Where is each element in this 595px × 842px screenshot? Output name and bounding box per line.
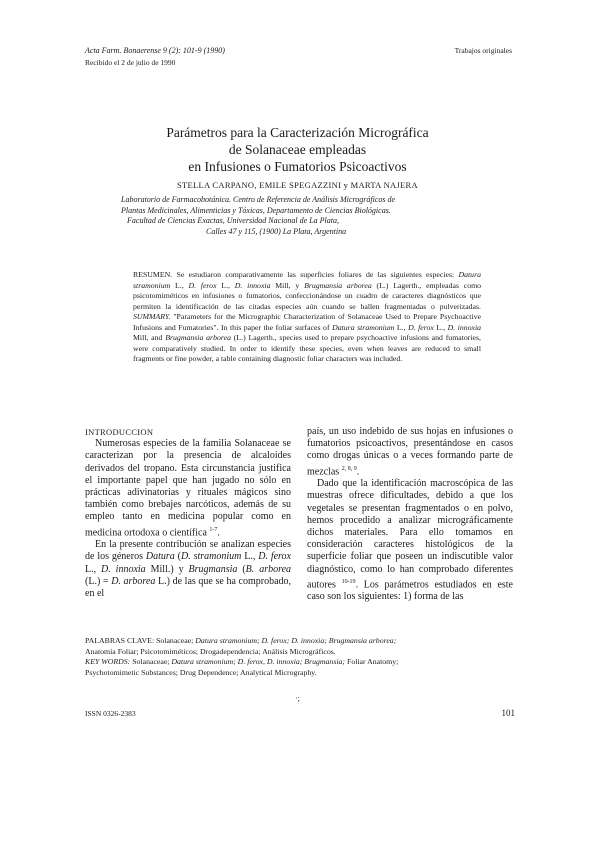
species-name: D. ferox — [258, 551, 291, 563]
summary-text: (L.) Lagerth., species used to prepare psychoactive infusions and fumatories, were comparatively studied. In order to identify these species, even when leaves are reduced to small fragments or fine powder, a table containing diagnostic foliar characters was included. — [133, 333, 482, 363]
body-column-right — [307, 426, 513, 604]
keywords-line — [85, 636, 515, 647]
reference-superscript: 2, 8, 9 — [341, 465, 357, 472]
body-paragraph: país, un uso indebido de sus hojas en infusiones o fumatorios psicoactivos, presentándose en casos como drogas únicas o a veces formando parte de mezclas $^{2, 8, 9}$. — [307, 426, 513, 477]
resumen-text: L., — [175, 280, 184, 290]
journal-citation: Acta Farm. Bonaerense 9 (2): 101-9 (1990) — [85, 46, 225, 55]
ink-mark: ·; — [295, 694, 300, 703]
species-name: Datura stramonium — [332, 322, 395, 332]
title-line-1: Parámetros para la Caracterización Micrográfica — [166, 125, 429, 140]
keywords — [85, 636, 515, 678]
received-date: Recibido el 2 de julio de 1990 — [85, 58, 176, 67]
affiliation — [121, 195, 521, 237]
keywords-line — [85, 668, 515, 679]
body-text: país, un uso indebido de sus hojas en infusiones o fumatorios psicoactivos, presentándose en casos como drogas únicas o a veces formando parte de mezclas — [307, 426, 513, 477]
resumen-text: L., — [221, 280, 230, 290]
reference-superscript: 10-19 — [341, 578, 356, 585]
authors: STELLA CARPANO, EMILE SPEGAZZINI y MARTA NAJERA — [177, 180, 418, 190]
body-column-left — [85, 426, 291, 600]
keywords-line — [85, 647, 515, 658]
species-name: Brugmansia arborea — [165, 333, 231, 342]
body-text: L., — [244, 551, 256, 563]
section-label: Trabajos originales — [454, 46, 512, 55]
title-line-2: de Solanaceae empleadas — [228, 142, 367, 157]
affiliation-line: Laboratorio de Farmacobotánica. Centro de Referencia de Análisis Micrográficos de — [121, 195, 396, 204]
resumen — [133, 270, 481, 365]
body-text: . Los parámetros estudiados en este caso son los siguientes: 1) forma de las — [307, 579, 513, 603]
species-name: D. innoxia — [447, 322, 482, 332]
keywords-text: Solanaceae; — [156, 636, 194, 645]
species-name: D. stramonium — [180, 551, 242, 563]
reference-superscript: 1-7 — [209, 526, 218, 533]
resumen-label: RESUMEN. — [133, 270, 173, 279]
abstract — [133, 270, 481, 365]
keywords-label: KEY WORDS: — [85, 657, 131, 666]
summary-text: "Parameters for the Micrographic Characterization of Solanaceae Used to Prepare Psychoactive Infusions and Fumatories". In this paper the foliar surfaces of — [133, 312, 481, 332]
page-number: 101 — [501, 708, 515, 718]
affiliation-line: Plantas Medicinales, Alimenticias y Tóxicas, Departamento de Ciencias Biológicas. — [121, 205, 391, 215]
species-name: D. arborea — [111, 575, 156, 587]
body-paragraph — [85, 539, 291, 600]
summary-text: L., — [396, 322, 406, 332]
summary-text: L., — [436, 322, 446, 332]
summary-text: Mill, and — [133, 333, 163, 342]
body-text: Mill.) y — [150, 563, 184, 575]
genus-name: Datura — [145, 551, 175, 563]
genus-name: Brugmansia — [188, 563, 238, 575]
issn: ISSN 0326-2383 — [85, 709, 136, 718]
section-heading: INTRODUCCION — [85, 427, 154, 437]
summary-label: SUMMARY. — [133, 312, 171, 321]
resumen-text: Mill, y — [275, 280, 300, 290]
keywords-text: Anatomía Foliar; Psicotomiméticos; Drogadependencia; Análisis Micrográficos. — [85, 646, 336, 656]
keywords-text: Psychotomimetic Substances; Drug Dependence; Analytical Micrography. — [85, 667, 317, 677]
keywords-line — [85, 657, 515, 668]
keywords-text: Solanaceae; — [132, 657, 170, 666]
keywords-label: PALABRAS CLAVE: — [85, 636, 155, 645]
species-name: Datura stramonium — [133, 270, 481, 290]
affiliation-line: Facultad de Ciencias Exactas, Universidad Nacional de La Plata, — [127, 216, 339, 225]
species-name: D. ferox — [408, 322, 434, 332]
body-paragraph — [307, 478, 513, 603]
keywords-text: Datura stramonium; D. ferox, D. innoxia; Brugmansia; — [171, 657, 346, 666]
body-text: ( — [177, 551, 181, 563]
species-name: D. ferox — [188, 280, 217, 290]
species-name: D. innoxia — [234, 280, 271, 290]
resumen-text: Se estudiaron comparativamente las superficies foliares de las siguientes especies: — [176, 270, 455, 279]
species-name: B. arborea — [245, 563, 292, 575]
keywords-text: Datura stramonium; D. ferox; D. innoxia; Brugmansia arborea; — [195, 636, 397, 645]
body-text: ( — [242, 563, 246, 575]
species-name: Brugmansia arborea — [304, 280, 372, 290]
body-text: Numerosas especies de la familia Solanaceae se caracterizan por la presencia de alcaloides derivados del tropano. Esta circunstancia justifica el importante papel que han jugado no sólo en prácticas adivinatorias y rituales mágicos sino también como brebajes narcóticos, además de su empleo tanto en medicina popular como en medicina ortodoxa o científica — [85, 438, 291, 538]
body-paragraph: Numerosas especies de la familia Solanaceae se caracterizan por la presencia de alcaloides derivados del tropano. Esta circunstancia justifica el importante papel que han jugado no sólo en prácticas adivinatorias y rituales mágicos sino también como brebajes narcóticos, además de su empleo tanto en medicina popular como en medicina ortodoxa o científica $^{1-7}$. — [85, 438, 291, 538]
body-text: (L.) = — [85, 575, 109, 587]
body-text: L., — [85, 563, 97, 575]
keywords-text: Foliar Anatomy; — [346, 657, 399, 666]
title-line-3: en Infusiones o Fumatorios Psicoactivos — [188, 159, 407, 174]
resumen-text: (L.) Lagerth., empleadas como psicotomiméticos en infusiones o fumatorios, confeccionándose un cuadro de caracteres diagnósticos que permiten la identificación de las citadas especies aún cuando se hallen fragmentadas o pulverizadas. — [133, 280, 482, 311]
affiliation-line: Calles 47 y 115, (1900) La Plata, Argentina — [206, 226, 347, 236]
body-text: Dado que la identificación macroscópica de las muestras ofrece dificultades, debido a que los vegetales se presentan fragmentados o en polvo, hemos procedido a analizar micrográficamente dichos materiales. Para ello tomamos en consideración caracteres histológicos de la superficie foliar que poseen un indiscutible valor diagnóstico, como lo han comprobado diferentes autores — [307, 478, 513, 591]
body-text: En la presente contribución se analizan especies de los géneros — [85, 539, 291, 563]
species-name: D. innoxia — [101, 563, 146, 575]
body-text: L.) de las que se ha comprobado, en el — [85, 575, 292, 599]
